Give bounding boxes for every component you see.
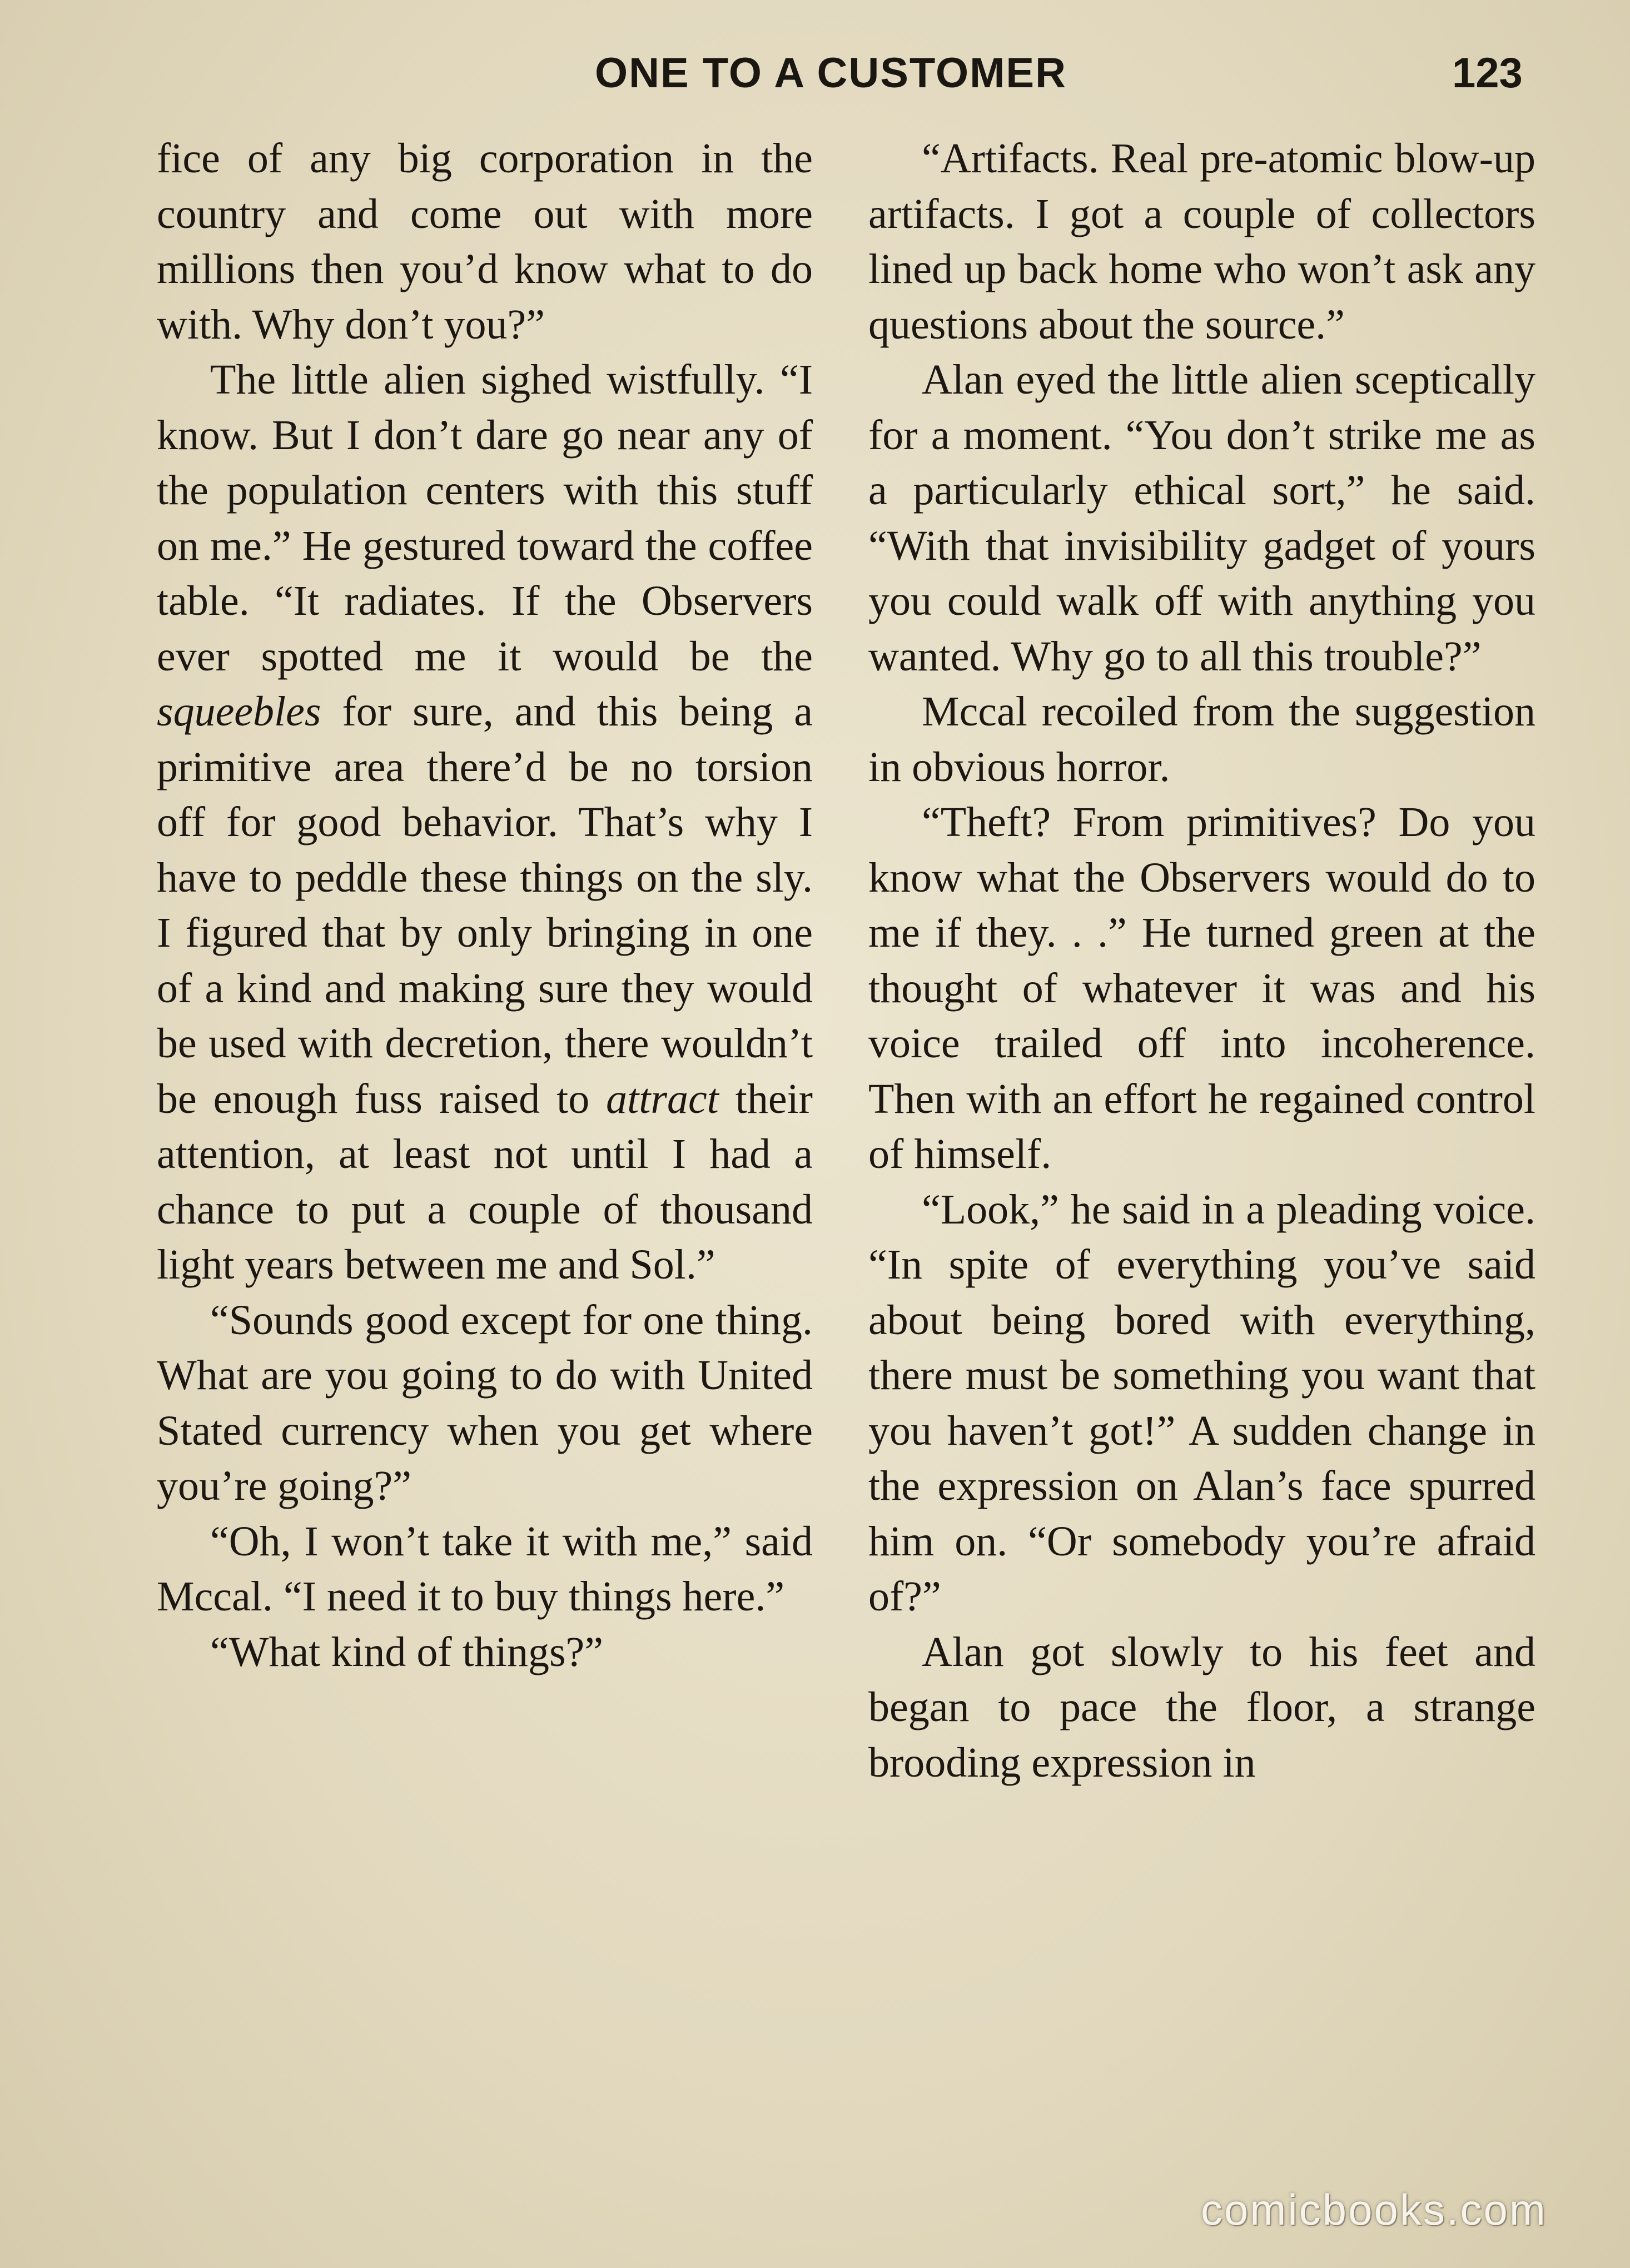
text-run: “Look,” he said in a pleading voice. “In spite of everything you’ve said about being bored with everything, there must be something you want that you haven’t got!” A sudden change in the expression on Alan’s face spurred him on. “Or somebody you’re afraid of?” (868, 1186, 1535, 1620)
italic-run: attract (606, 1075, 719, 1122)
text-run: for sure, and this being a primitive area there’d be no torsion off for good behavior. That’s why I have to peddle these things on the sly. I figured that by only bringing in one of a kind and making sure they would be used with decretion, there wouldn’t be enough fuss raised to (157, 688, 813, 1122)
italic-run: squeebles (157, 688, 321, 735)
text-run: fice of any big corporation in the country and come out with more millions then you’d know what to do with. Why don’t you?” (157, 135, 813, 348)
paragraph (868, 1625, 1535, 1791)
paragraph (157, 1625, 813, 1680)
watermark: comicbooks.com (1201, 2185, 1547, 2234)
paragraph (868, 1182, 1535, 1625)
left-column (157, 131, 813, 1680)
text-run: “What kind of things?” (210, 1628, 604, 1675)
text-run: The little alien sighed wistfully. “I know. But I don’t dare go near any of the population centers with this stuff on me.” He gestured toward the coffee table. “It radiates. If the Observers ever spotted me it would be the (157, 356, 813, 680)
text-run: Alan eyed the little alien sceptically for a moment. “You don’t strike me as a particularly ethical sort,” he said. “With that invisibility gadget of yours you could walk off with anything you wanted. Why go to all this trouble?” (868, 356, 1535, 680)
paragraph (868, 795, 1535, 1182)
paragraph (157, 131, 813, 352)
paragraph (868, 352, 1535, 684)
running-head: ONE TO A CUSTOMER (595, 49, 1067, 97)
text-run: “Artifacts. Real pre-atomic blow-up artifacts. I got a couple of collectors lined up back home who won’t ask any questions about the source.” (868, 135, 1535, 348)
text-run: Mccal recoiled from the suggestion in obvious horror. (868, 688, 1535, 790)
text-run: “Theft? From primitives? Do you know what the Observers would do to me if they. . .” He turned green at the thought of whatever it was and his voice trailed off into incoherence. Then with an effort he regained control of himself. (868, 799, 1535, 1177)
paragraph (868, 684, 1535, 795)
paragraph (868, 131, 1535, 352)
paragraph (157, 1293, 813, 1514)
text-run: their attention, at least not until I had a chance to put a couple of thousand light years between me and Sol.” (157, 1075, 813, 1288)
page-number: 123 (1452, 49, 1523, 97)
text-run: “Oh, I won’t take it with me,” said Mccal. “I need it to buy things here.” (157, 1518, 813, 1620)
text-run: “Sounds good except for one thing. What are you going to do with United Stated currency when you get where you’re going?” (157, 1296, 813, 1509)
right-column (868, 131, 1535, 1790)
paragraph (157, 1514, 813, 1625)
paragraph (157, 352, 813, 1293)
text-run: Alan got slowly to his feet and began to pace the floor, a strange brooding expression in (868, 1628, 1535, 1786)
